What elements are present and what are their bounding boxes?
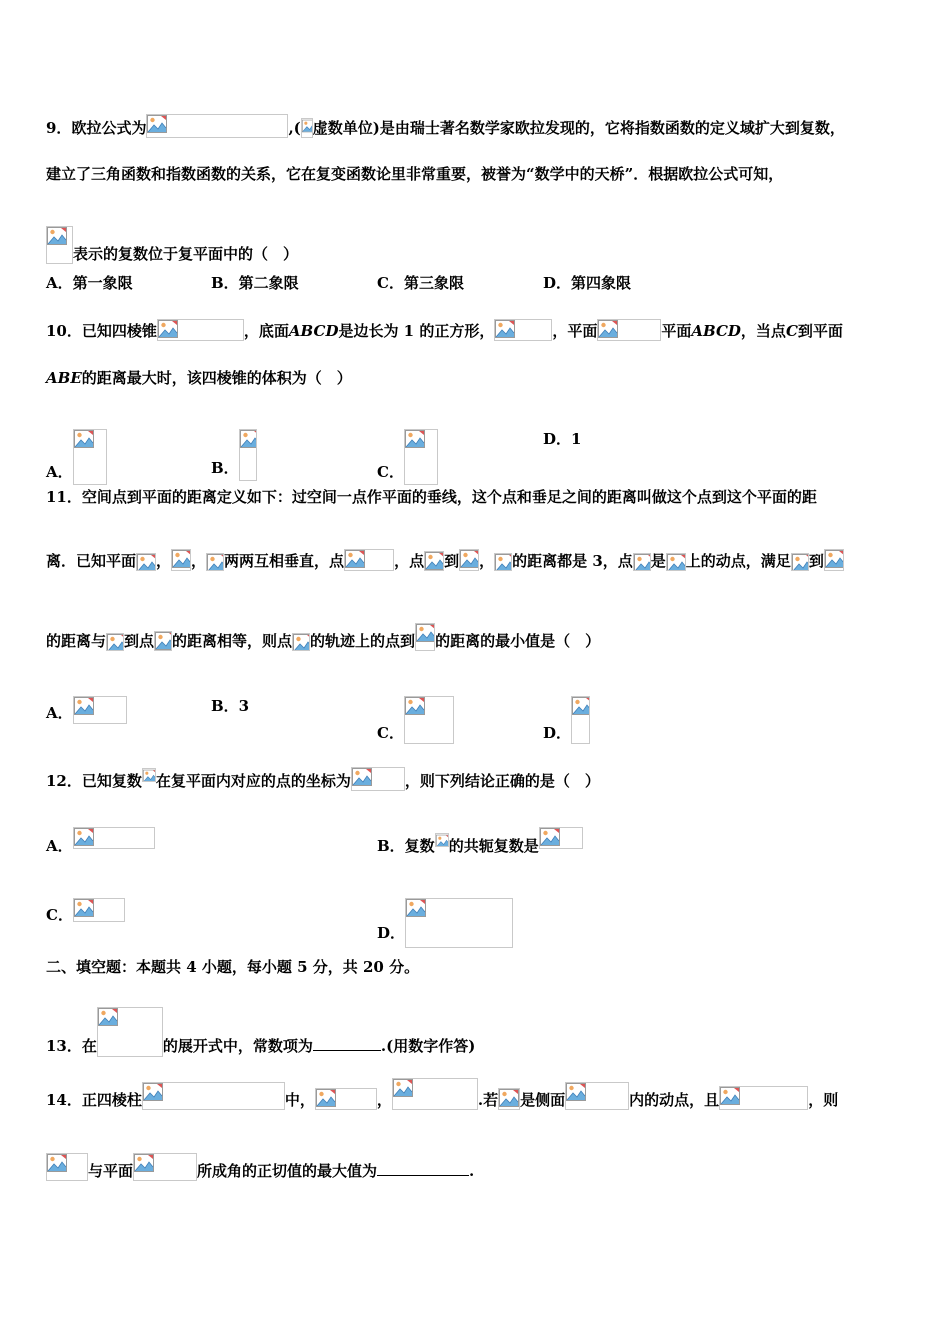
formula-image — [824, 549, 844, 571]
q10-line1: 10．已知四棱锥 ，底面ABCD是边长为 1 的正方形， ，平面 平面ABCD，当点C到平面 — [46, 319, 906, 339]
q14-line2: 与平面 所成角的正切值的最大值为 . — [46, 1153, 906, 1173]
formula-image — [405, 898, 513, 948]
formula-image — [435, 833, 449, 847]
broken-image-icon — [98, 1008, 118, 1026]
broken-image-icon — [667, 554, 686, 571]
broken-image-icon — [416, 624, 435, 642]
q12-option-c[interactable]: C． — [46, 898, 125, 925]
q9-option-a[interactable]: A．第一象限 — [46, 274, 133, 292]
broken-image-icon — [460, 550, 479, 568]
formula-image — [494, 319, 552, 341]
broken-image-icon — [825, 550, 844, 568]
formula-image — [154, 631, 172, 651]
broken-image-icon — [634, 554, 651, 571]
formula-image — [73, 827, 155, 849]
section-heading: 二、填空题：本题共 4 小题，每小题 5 分，共 20 分。 — [46, 958, 420, 976]
formula-image — [239, 429, 257, 481]
broken-image-icon — [172, 550, 191, 568]
formula-image — [404, 429, 438, 485]
q9-line2: 建立了三角函数和指数函数的关系，它在复变函数论里非常重要，被誉为“数学中的天桥”．根据欧拉公式可知， — [46, 165, 784, 183]
q12-option-b[interactable]: B．复数 的共轭复数是 — [377, 827, 583, 856]
broken-image-icon — [74, 899, 94, 917]
formula-image — [206, 553, 224, 571]
formula-image — [571, 696, 590, 744]
q13-line: 13．在 的展开式中，常数项为 .(用数字作答) — [46, 1007, 906, 1027]
broken-image-icon — [425, 552, 444, 570]
broken-image-icon — [74, 697, 94, 715]
formula-image — [146, 114, 288, 138]
broken-image-icon — [302, 119, 313, 133]
broken-image-icon — [47, 1154, 67, 1172]
formula-image — [73, 898, 125, 922]
broken-image-icon — [720, 1087, 740, 1105]
formula-image — [301, 118, 313, 138]
broken-image-icon — [74, 828, 94, 846]
formula-image — [424, 551, 444, 571]
formula-image — [292, 633, 310, 651]
broken-image-icon — [566, 1083, 586, 1101]
formula-image — [133, 1153, 197, 1181]
q9-option-d[interactable]: D．第四象限 — [543, 274, 632, 292]
formula-image — [97, 1007, 163, 1057]
q10-line2: ABE的距离最大时，该四棱锥的体积为（ ） — [46, 369, 352, 387]
broken-image-icon — [405, 697, 425, 715]
formula-image — [46, 226, 73, 264]
question-number: 9． — [46, 119, 72, 137]
formula-image — [498, 1088, 520, 1110]
question-number: 11． — [46, 488, 82, 506]
question-number: 13． — [46, 1037, 82, 1055]
broken-image-icon — [143, 1083, 163, 1101]
formula-image — [459, 549, 479, 571]
formula-image — [565, 1082, 629, 1110]
broken-image-icon — [405, 430, 425, 448]
broken-image-icon — [47, 227, 67, 245]
question-number: 14． — [46, 1091, 82, 1109]
q14-line1: 14．正四棱柱 中， ， .若 是侧面 内的动点，且 ，则 — [46, 1078, 906, 1098]
q12-option-d[interactable]: D． — [377, 898, 513, 948]
broken-image-icon — [107, 634, 124, 651]
formula-image — [171, 549, 191, 571]
formula-image — [791, 553, 809, 571]
q10-option-b[interactable]: B． — [211, 429, 257, 481]
q10-option-d[interactable]: D．1 — [543, 430, 582, 448]
broken-image-icon — [495, 320, 515, 338]
broken-image-icon — [345, 550, 365, 568]
q11-option-b[interactable]: B．3 — [211, 697, 250, 715]
broken-image-icon — [792, 554, 809, 571]
q11-line2: 离．已知平面 ， ， 两两互相垂直，点 ，点 到 ， 的距离都是 3，点 是 上的动点，满足 到 — [46, 549, 906, 569]
q12-option-a[interactable]: A． — [46, 827, 155, 856]
q11-option-a[interactable]: A． — [46, 696, 127, 724]
broken-image-icon — [495, 554, 512, 571]
broken-image-icon — [540, 828, 560, 846]
q11-line3: 的距离与 到点 的距离相等，则点 的轨迹上的点到 的距离的最小值是（ ） — [46, 623, 906, 643]
formula-image — [46, 1153, 88, 1181]
formula-image — [415, 623, 435, 651]
broken-image-icon — [499, 1089, 519, 1107]
q9-line1: 9．欧拉公式为 ,( 虚数单位)是由瑞士著名数学家欧拉发现的，它将指数函数的定义域扩大到复数， — [46, 114, 906, 134]
broken-image-icon — [147, 115, 167, 133]
broken-image-icon — [316, 1089, 336, 1107]
broken-image-icon — [143, 769, 156, 782]
formula-image — [392, 1078, 478, 1110]
broken-image-icon — [240, 430, 257, 448]
q11-option-c[interactable]: C． — [377, 696, 454, 744]
formula-image — [315, 1088, 377, 1110]
formula-image — [106, 633, 124, 651]
broken-image-icon — [158, 320, 178, 338]
formula-image — [142, 768, 156, 782]
formula-image — [597, 319, 661, 341]
formula-image — [539, 827, 583, 849]
formula-image — [633, 553, 651, 571]
formula-image — [344, 549, 394, 571]
broken-image-icon — [572, 697, 590, 715]
formula-image — [666, 553, 686, 571]
formula-image — [73, 696, 127, 724]
broken-image-icon — [74, 430, 94, 448]
broken-image-icon — [134, 1154, 154, 1172]
formula-image — [351, 767, 405, 791]
formula-image — [136, 553, 156, 571]
formula-image — [404, 696, 454, 744]
formula-image — [157, 319, 244, 341]
formula-image — [73, 429, 107, 485]
formula-image — [719, 1086, 808, 1110]
broken-image-icon — [352, 768, 372, 786]
q11-line1: 11．空间点到平面的距离定义如下：过空间一点作平面的垂线，这个点和垂足之间的距离叫做这个点到这个平面的距 — [46, 488, 817, 506]
q10-option-a[interactable]: A． — [46, 429, 107, 485]
broken-image-icon — [137, 554, 156, 571]
broken-image-icon — [406, 899, 426, 917]
formula-image — [494, 553, 512, 571]
broken-image-icon — [293, 634, 310, 651]
q10-option-c[interactable]: C． — [377, 429, 438, 485]
broken-image-icon — [393, 1079, 413, 1097]
q9-line3: 表示的复数位于复平面中的（ ） — [46, 226, 906, 246]
q9-option-b[interactable]: B．第二象限 — [211, 274, 299, 292]
question-number: 12． — [46, 772, 82, 790]
broken-image-icon — [598, 320, 618, 338]
q11-option-d[interactable]: D． — [543, 696, 590, 744]
answer-blank[interactable] — [313, 1036, 381, 1051]
broken-image-icon — [436, 834, 449, 847]
question-number: 10． — [46, 322, 82, 340]
q9-option-c[interactable]: C．第三象限 — [377, 274, 464, 292]
answer-blank[interactable] — [377, 1161, 469, 1176]
q12-line1: 12．已知复数 在复平面内对应的点的坐标为 ，则下列结论正确的是（ ） — [46, 767, 906, 787]
formula-image — [142, 1082, 285, 1110]
broken-image-icon — [155, 632, 172, 650]
broken-image-icon — [207, 554, 224, 571]
